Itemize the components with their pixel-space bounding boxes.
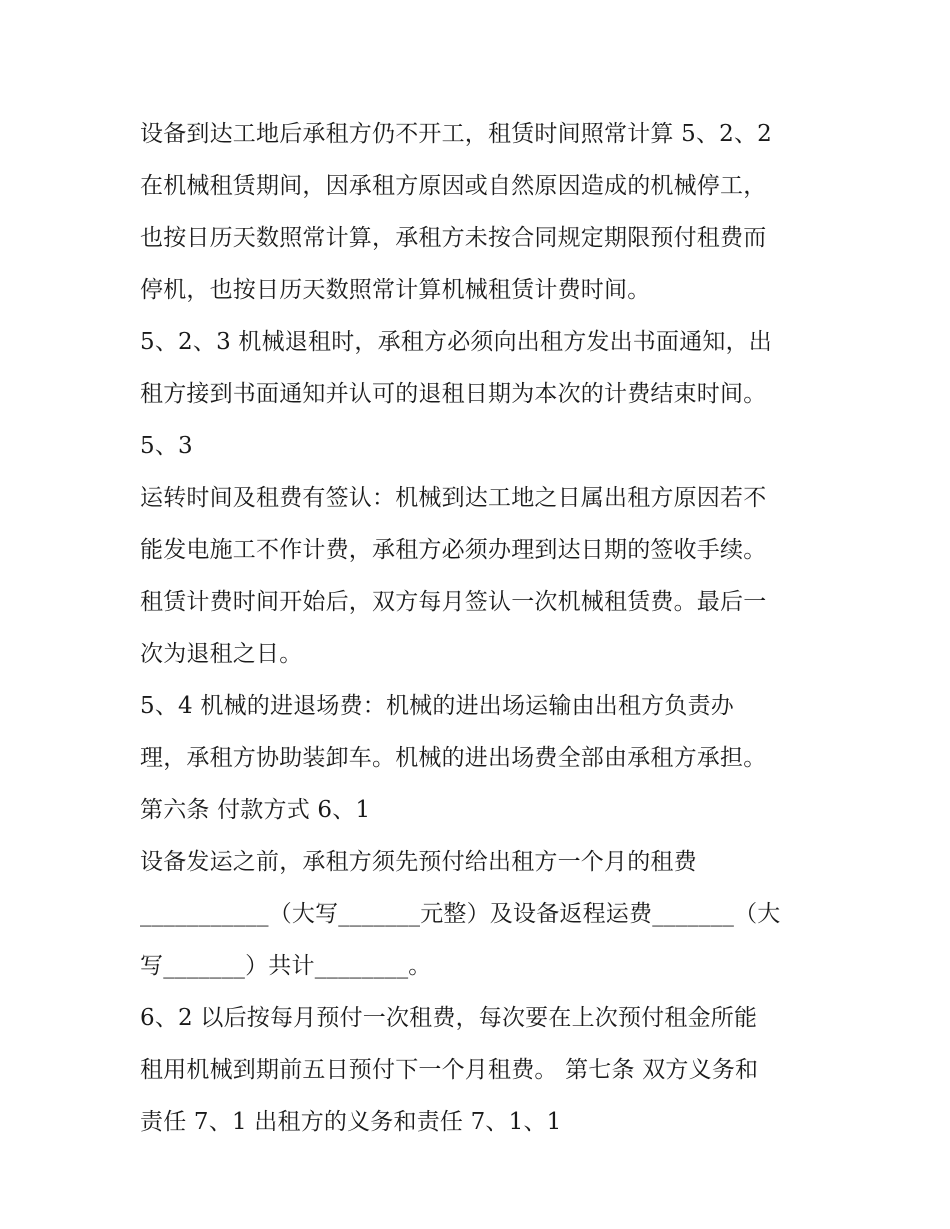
text-line: 停机，也按日历天数照常计算机械租赁计费时间。 — [140, 277, 651, 303]
text-line: 责任 7、1 出租方的义务和责任 7、1、1 — [140, 1109, 562, 1135]
text-line: 5、3 — [140, 433, 193, 459]
text-line: 6、2 以后按每月预付一次租费，每次要在上次预付租金所能 — [140, 1005, 758, 1031]
text-line: 5、4 机械的进退场费：机械的进出场运输由出租方负责办 — [140, 693, 734, 719]
text-line: 租方接到书面通知并认可的退租日期为本次的计费结束时间。 — [140, 381, 767, 407]
text-line: 理，承租方协助装卸车。机械的进出场费全部由承租方承担。 — [140, 745, 767, 771]
text-line: 租赁计费时间开始后，双方每月签认一次机械租赁费。最后一 — [140, 589, 767, 615]
text-line: 租用机械到期前五日预付下一个月租费。 第七条 双方义务和 — [140, 1057, 759, 1083]
text-line: 5、2、3 机械退租时，承租方必须向出租方发出书面通知，出 — [140, 329, 773, 355]
text-line: 在机械租赁期间，因承租方原因或自然原因造成的机械停工， — [140, 173, 767, 199]
text-line: 设备到达工地后承租方仍不开工，租赁时间照常计算 5、2、2 — [140, 121, 773, 147]
document-body — [140, 108, 830, 1148]
text-line: 写_______）共计________。 — [140, 953, 432, 979]
text-line: ___________（大写_______元整）及设备返程运费_______（大 — [140, 901, 781, 927]
text-line: 次为退租之日。 — [140, 641, 303, 667]
text-line: 设备发运之前，承租方须先预付给出租方一个月的租费 — [140, 849, 697, 875]
text-line: 能发电施工不作计费，承租方必须办理到达日期的签收手续。 — [140, 537, 767, 563]
text-line: 运转时间及租费有签认：机械到达工地之日属出租方原因若不 — [140, 485, 767, 511]
text-line: 也按日历天数照常计算，承租方未按合同规定期限预付租费而 — [140, 225, 767, 251]
text-line: 第六条 付款方式 6、1 — [140, 797, 371, 823]
